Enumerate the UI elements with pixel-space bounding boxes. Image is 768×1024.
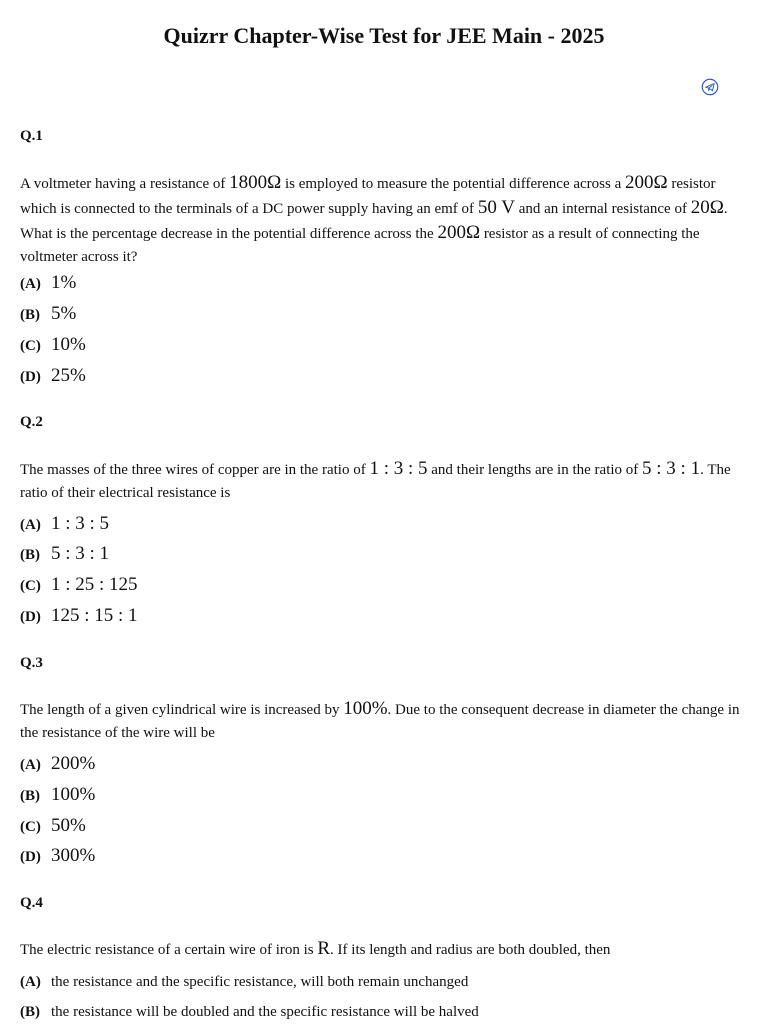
option-d[interactable]	[20, 845, 95, 868]
option-d[interactable]	[20, 605, 138, 628]
option-label: (B)	[20, 547, 40, 563]
option-value: the resistance and the specific resistance, will both remain unchanged	[51, 974, 469, 990]
option-value: 5 : 3 : 1	[51, 543, 110, 564]
option-value: 10%	[51, 334, 86, 355]
question-text: The electric resistance of a certain wire of iron is R. If its length and radius are both doubled, then	[20, 938, 611, 959]
option-value: 50%	[51, 815, 86, 836]
question-number: Q.2	[20, 414, 43, 430]
option-value: 1 : 25 : 125	[51, 574, 138, 595]
option-value: 1%	[51, 272, 77, 293]
option-value: 200%	[51, 753, 96, 774]
option-value: 5%	[51, 303, 77, 324]
option-label: (D)	[20, 609, 41, 625]
option-value: 125 : 15 : 1	[51, 605, 138, 626]
option-b[interactable]	[20, 303, 76, 326]
option-label: (A)	[20, 517, 41, 533]
option-label: (B)	[20, 788, 40, 804]
option-b[interactable]	[20, 1001, 479, 1023]
page-title: Quizrr Chapter-Wise Test for JEE Main - 2025	[163, 23, 605, 48]
option-label: (C)	[20, 578, 41, 594]
option-label: (D)	[20, 369, 41, 385]
question-text: A voltmeter having a resistance of 1800Ω is employed to measure the potential difference across a 200Ω resistor which is connected to the terminals of a DC power supply having an emf of 50 V and an internal resistance of 20Ω. What is the percentage decrease in the potential difference across the 200Ω resistor as a result of connecting the voltmeter across it?	[20, 172, 728, 265]
option-label: (B)	[20, 307, 40, 323]
option-d[interactable]	[20, 365, 86, 388]
option-b[interactable]	[20, 543, 109, 566]
question-number: Q.1	[20, 128, 43, 144]
option-c[interactable]	[20, 574, 138, 597]
option-value: 1 : 3 : 5	[51, 513, 110, 534]
option-value: 25%	[51, 365, 86, 386]
option-c[interactable]	[20, 815, 86, 838]
option-label: (C)	[20, 338, 41, 354]
option-c[interactable]	[20, 334, 86, 357]
option-b[interactable]	[20, 784, 95, 807]
option-label: (B)	[20, 1004, 40, 1020]
option-value: the resistance will be doubled and the specific resistance will be halved	[51, 1004, 479, 1020]
question-text: The length of a given cylindrical wire is increased by 100%. Due to the consequent decrease in diameter the change in the resistance of the wire will be	[20, 698, 740, 741]
question-number: Q.4	[20, 895, 43, 911]
option-label: (A)	[20, 974, 41, 990]
option-a[interactable]	[20, 971, 468, 993]
option-label: (A)	[20, 757, 41, 773]
question-number: Q.3	[20, 655, 43, 671]
option-value: 300%	[51, 845, 96, 866]
option-label: (D)	[20, 849, 41, 865]
telegram-icon[interactable]	[701, 78, 719, 96]
question-text: The masses of the three wires of copper are in the ratio of 1 : 3 : 5 and their lengths are in the ratio of 5 : 3 : 1. The ratio of their electrical resistance is	[20, 458, 731, 501]
option-value: 100%	[51, 784, 96, 805]
option-a[interactable]	[20, 753, 95, 776]
option-a[interactable]	[20, 513, 109, 536]
option-label: (C)	[20, 819, 41, 835]
option-label: (A)	[20, 276, 41, 292]
option-a[interactable]	[20, 272, 76, 295]
